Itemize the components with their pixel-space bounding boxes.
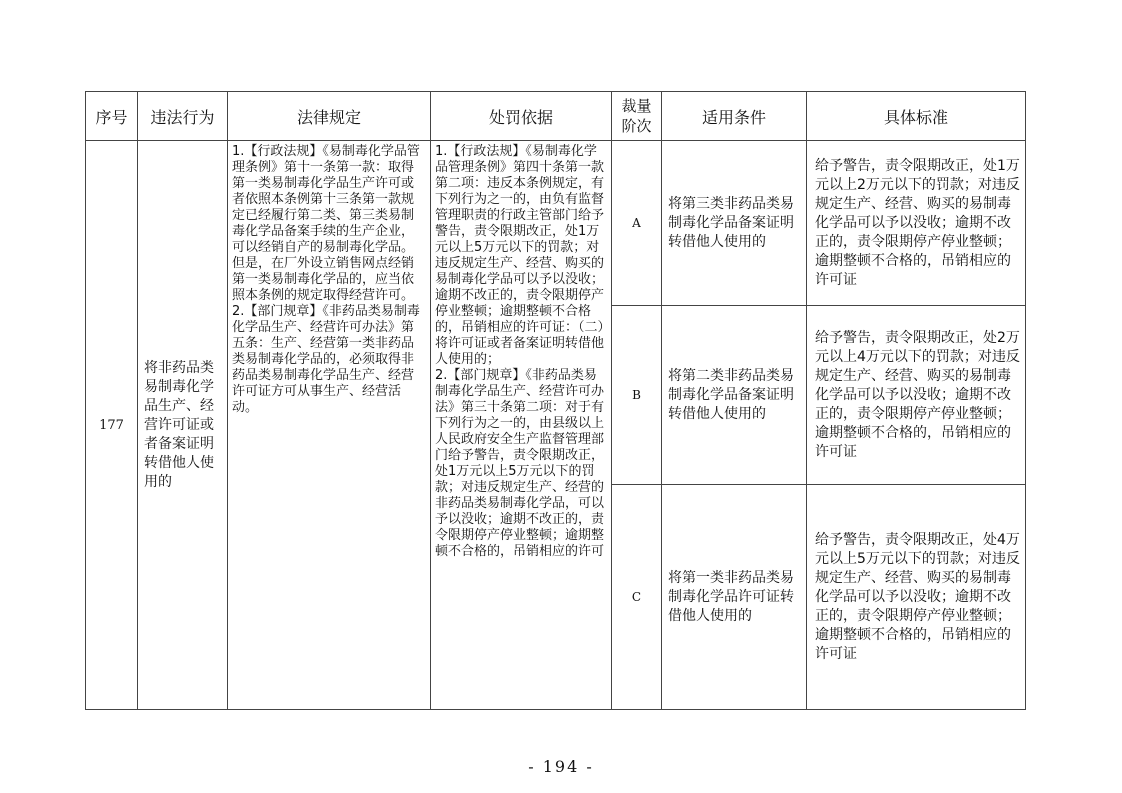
condition-a-cell <box>662 141 807 306</box>
legal-provision-text: 1.【行政法规】《易制毒化学品管理条例》第十一条第一款：取得第一类易制毒化学品生产许可或者依照本条例第十三条第一款规定已经履行第二类、第三类易制毒化学品备案手续的生产企业，可以经销自产的易制毒化学品。但是，在厂外设立销售网点经销第一类易制毒化学品的，应当依照本条例的规定取得经营许可。 2.【部门规章】《非药品类易制毒化学品生产、经营许可办法》第五条：生产、经营第一类非药品类易制毒化学品的，必须取得非药品类易制毒化学品生产、经营许可证方可从事生产、经营活动。 <box>232 144 420 415</box>
header-standard: 具体标准 <box>807 92 1026 141</box>
serial-number: 177 <box>86 141 138 710</box>
level-b: B <box>612 306 662 485</box>
penalty-basis-cell <box>431 141 612 710</box>
table-row <box>86 141 1026 306</box>
condition-c: 将第一类非药品类易制毒化学品许可证转借他人使用的 <box>668 569 794 624</box>
standard-a: 给予警告，责令限期改正，处1万元以上2万元以下的罚款；对违反规定生产、经营、购买的易制毒化学品可以予以没收；逾期不改正的，责令限期停产停业整顿；逾期整顿不合格的，吊销相应的许可证 <box>815 157 1020 288</box>
standard-c-cell <box>807 485 1026 710</box>
header-conditions: 适用条件 <box>662 92 807 141</box>
violation-cell <box>138 141 228 710</box>
header-serial: 序号 <box>86 92 138 141</box>
header-legal-provision: 法律规定 <box>228 92 431 141</box>
standard-a-cell <box>807 141 1026 306</box>
standard-b: 给予警告，责令限期改正，处2万元以上4万元以下的罚款；对违反规定生产、经营、购买的易制毒化学品可以予以没收；逾期不改正的，责令限期停产停业整顿；逾期整顿不合格的，吊销相应的许可证 <box>815 329 1020 460</box>
violation-text: 将非药品类易制毒化学品生产、经营许可证或者备案证明转借他人使用的 <box>144 359 214 490</box>
condition-b: 将第二类非药品类易制毒化学品备案证明转借他人使用的 <box>668 367 794 422</box>
standard-c: 给予警告，责令限期改正，处4万元以上5万元以下的罚款；对违反规定生产、经营、购买的易制毒化学品可以予以没收；逾期不改正的，责令限期停产停业整顿；逾期整顿不合格的，吊销相应的许可证 <box>815 531 1020 662</box>
level-a: A <box>612 141 662 306</box>
header-discretion-level <box>612 92 662 141</box>
header-violation: 违法行为 <box>138 92 228 141</box>
condition-c-cell <box>662 485 807 710</box>
header-penalty-basis: 处罚依据 <box>431 92 612 141</box>
condition-a: 将第三类非药品类易制毒化学品备案证明转借他人使用的 <box>668 195 794 250</box>
header-discretion-level-text: 裁量阶次 <box>621 97 652 135</box>
page-number: - 194 - <box>528 757 594 776</box>
table-header-row <box>86 92 1026 141</box>
level-c: C <box>612 485 662 710</box>
penalty-basis-text: 1.【行政法规】《易制毒化学品管理条例》第四十条第一款第二项：违反本条例规定，有下列行为之一的，由负有监督管理职责的行政主管部门给予警告，责令限期改正，处1万元以上5万元以下的罚款；对违反规定生产、经营、购买的易制毒化学品可以予以没收；逾期不改正的，责令限期停产停业整顿；逾期整顿不合格的，吊销相应的许可证：（二）将许可证或者备案证明转借他人使用的； 2.【部门规章】《非药品类易制毒化学品生产、经营许可办法》第三十条第二项：对于有下列行为之一的，由县级以上人民政府安全生产监督管理部门给予警告，责令限期改正，处1万元以上5万元以下的罚款；对违反规定生产、经营的非药品类易制毒化学品，可以予以没收；逾期不改正的，责令限期停产停业整顿；逾期整顿不合格的，吊销相应的许可 <box>435 144 605 559</box>
legal-provision-cell <box>228 141 431 710</box>
penalty-standard-table <box>85 91 1026 710</box>
condition-b-cell <box>662 306 807 485</box>
standard-b-cell <box>807 306 1026 485</box>
